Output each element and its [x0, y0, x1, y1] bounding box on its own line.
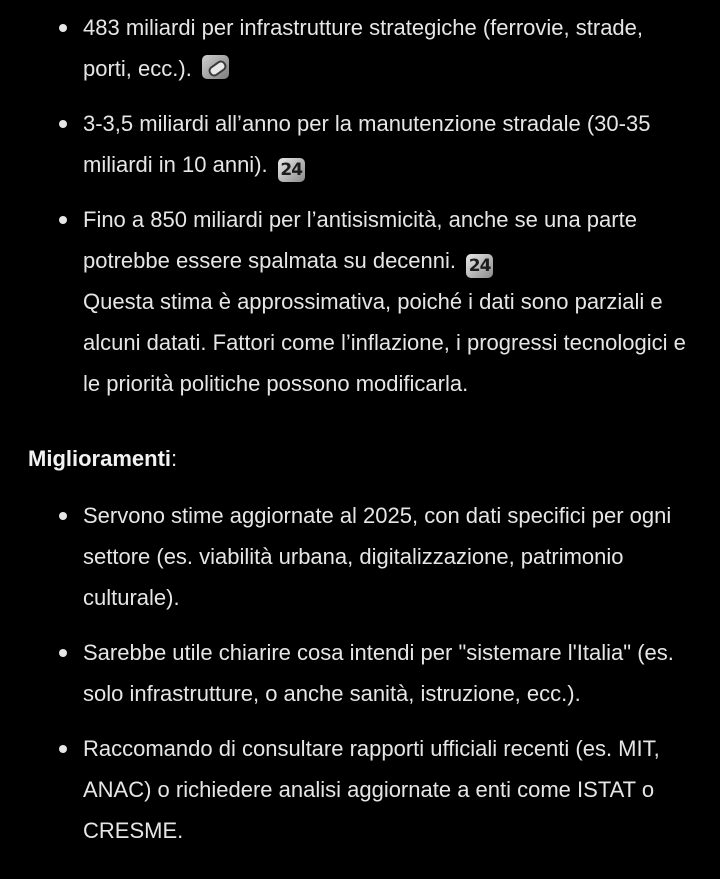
list-item: [0, 7, 720, 89]
improvements-list: [0, 495, 720, 851]
bullet-icon: [59, 24, 67, 32]
estimate-note: Questa stima è approssimativa, poiché i dati sono parziali e alcuni datati. Fattori come l’inflazione, i progressi tecnologici e le priorità politiche possono modificarla.: [83, 289, 686, 396]
bullet-icon: [59, 120, 67, 128]
list-item-text: Sarebbe utile chiarire cosa intendi per "sistemare l'Italia" (es. solo infrastrutture, o anche sanità, istruzione, ecc.).: [83, 640, 674, 706]
list-item-text: 3-3,5 miliardi all’anno per la manutenzione stradale (30-35 miliardi in 10 anni).: [83, 111, 651, 177]
source-24-icon[interactable]: 24: [466, 254, 493, 278]
section-heading-title: Miglioramenti: [28, 446, 172, 471]
list-item: [0, 199, 720, 404]
section-heading: [0, 438, 720, 479]
list-item: [0, 728, 720, 851]
estimates-list: [0, 7, 720, 404]
bullet-icon: [59, 216, 67, 224]
chat-message-content: [0, 7, 720, 865]
source-24-icon[interactable]: 24: [278, 158, 305, 182]
bullet-icon: [59, 745, 67, 753]
list-item: [0, 103, 720, 185]
bullet-icon: [59, 512, 67, 520]
section-heading-colon: :: [171, 446, 178, 471]
link-source-icon[interactable]: [202, 55, 229, 79]
list-item-text: Raccomando di consultare rapporti ufficiali recenti (es. MIT, ANAC) o richiedere analisi aggiornate a enti come ISTAT o CRESME.: [83, 736, 660, 843]
list-item-text: 483 miliardi per infrastrutture strategiche (ferrovie, strade, porti, ecc.).: [83, 15, 644, 81]
list-item: [0, 632, 720, 714]
bullet-icon: [59, 649, 67, 657]
list-item-text: Servono stime aggiornate al 2025, con dati specifici per ogni settore (es. viabilità urbana, digitalizzazione, patrimonio culturale).: [83, 503, 672, 610]
list-item-text: Fino a 850 miliardi per l’antisismicità, anche se una parte potrebbe essere spalmata su decenni.: [83, 207, 637, 273]
list-item: [0, 495, 720, 618]
